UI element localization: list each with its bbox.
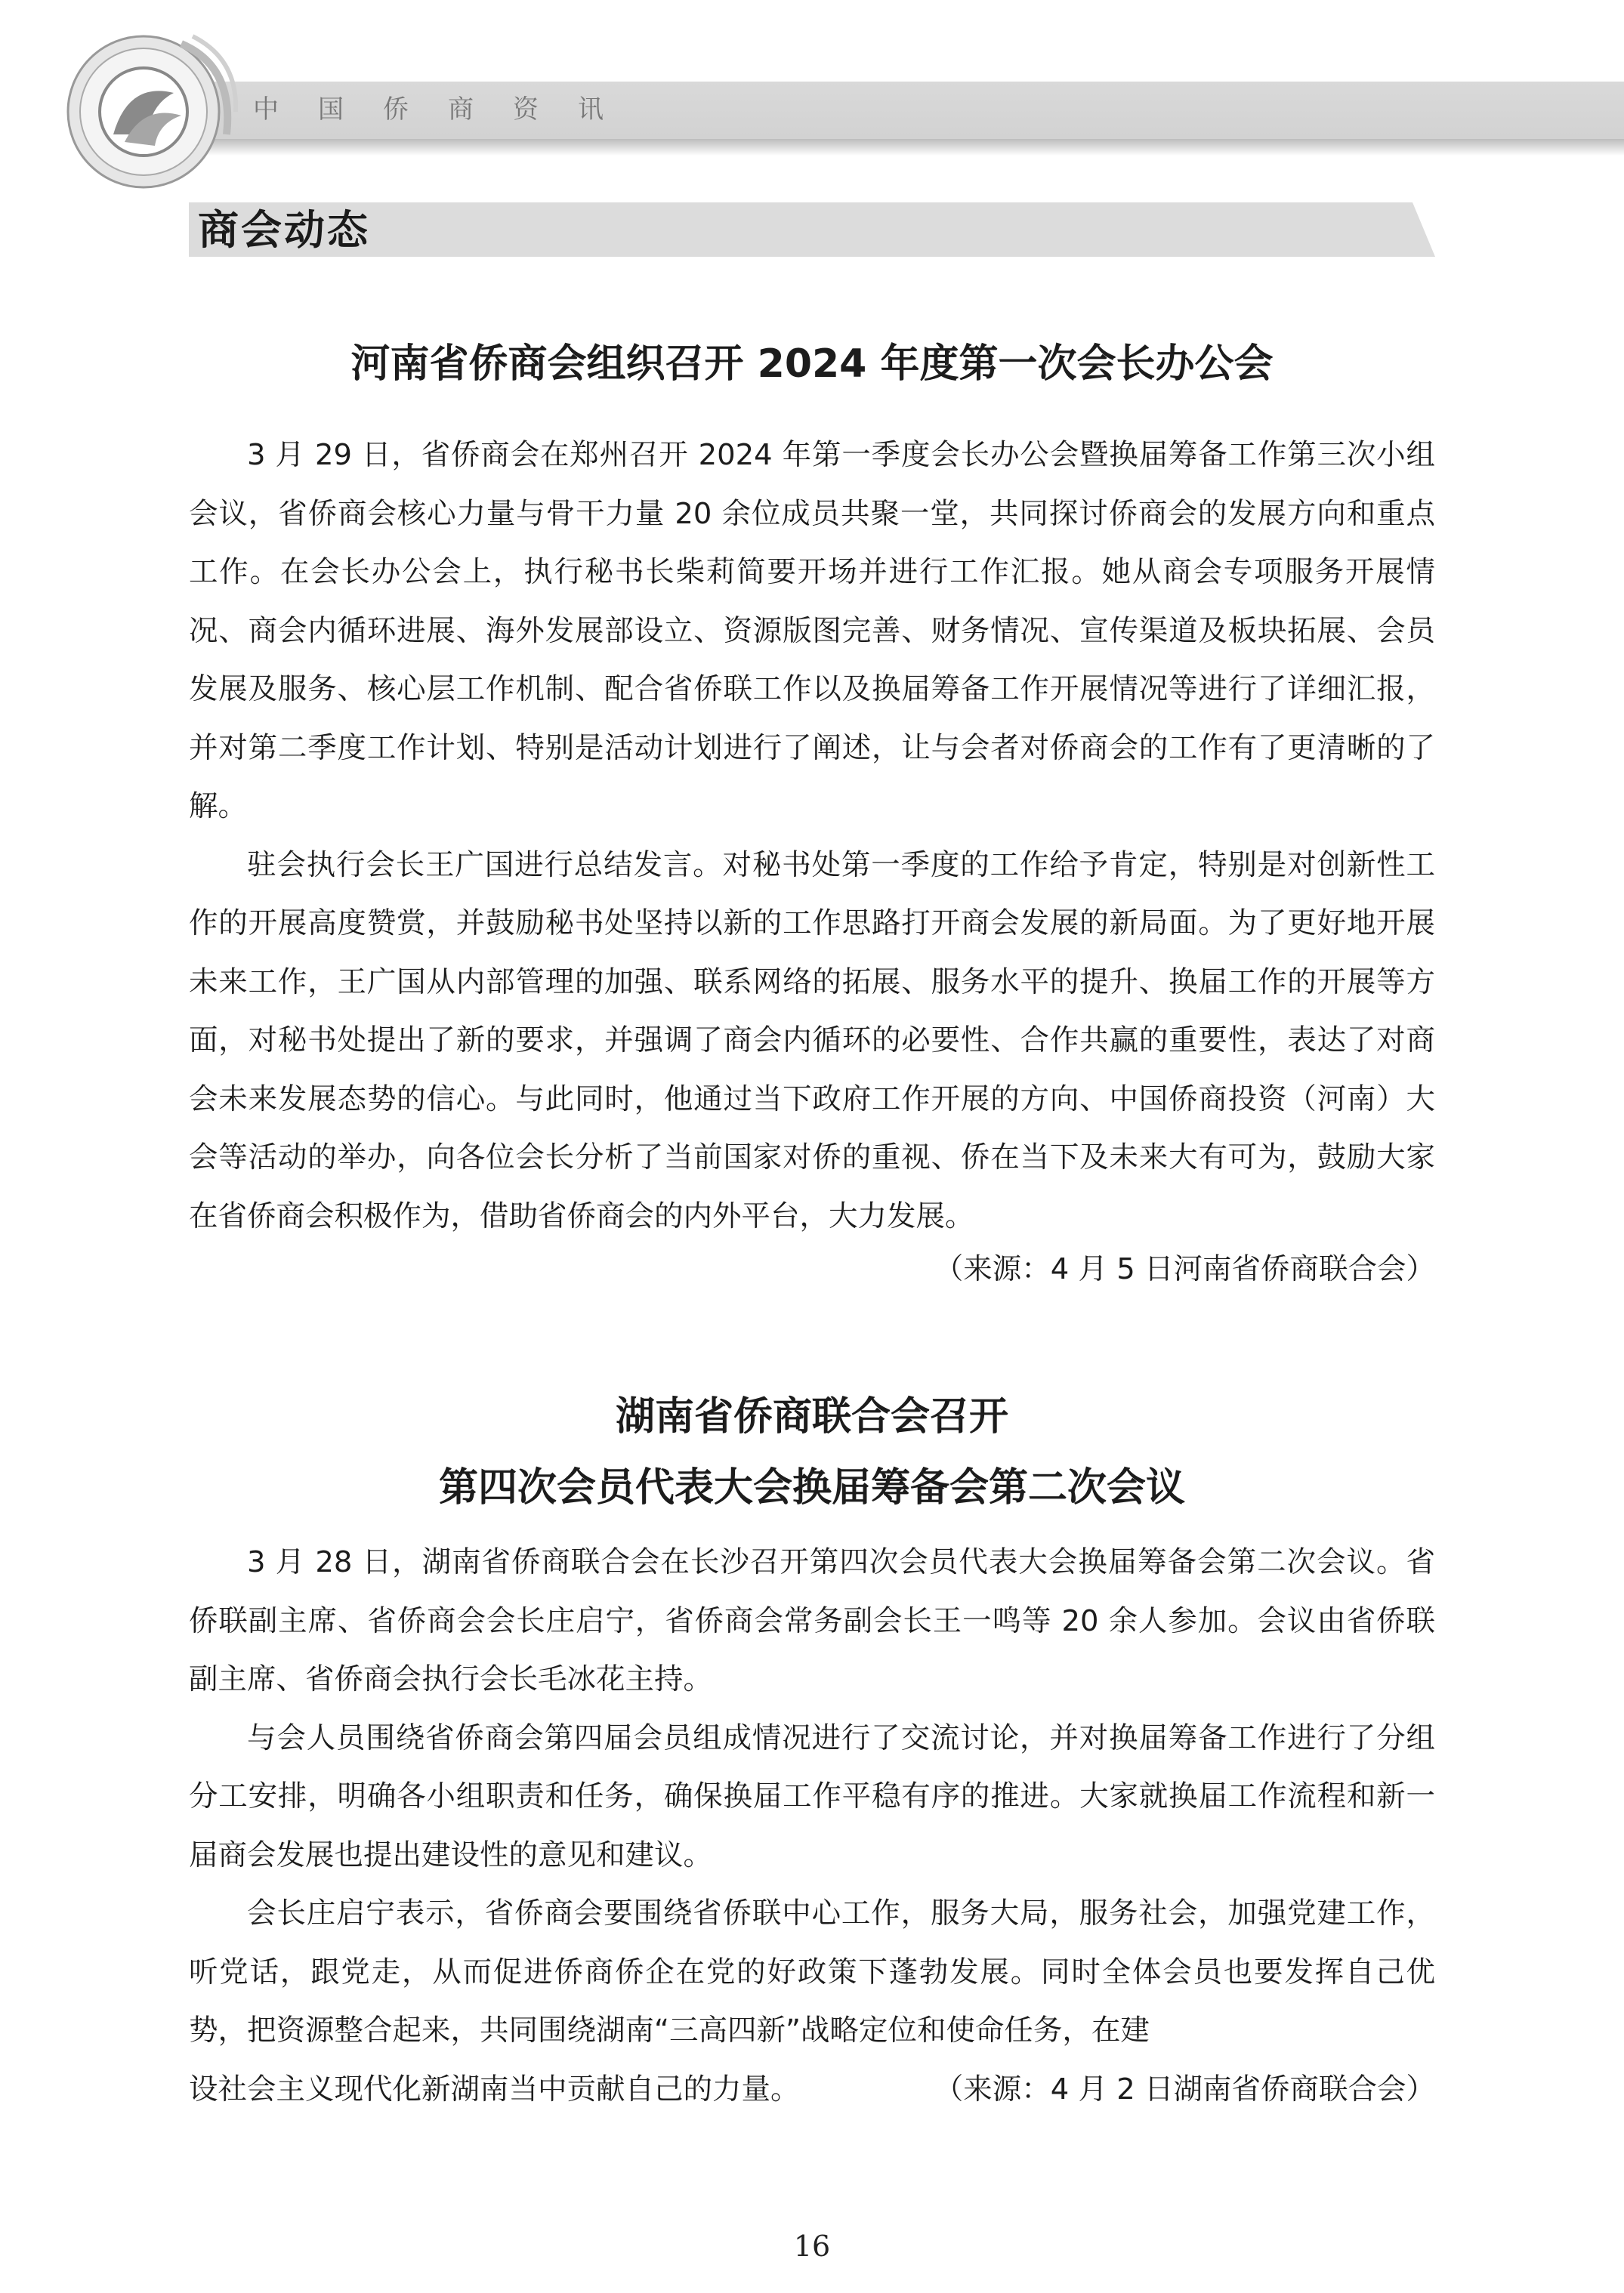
article2-paragraph-3: 会长庄启宁表示，省侨商会要围绕省侨联中心工作，服务大局，服务社会，加强党建工作，听党话，跟党走，从而促进侨商侨企在党的好政策下蓬勃发展。同时全体会员也要发挥自己优势，把资源整合起来，共同围绕湖南“三高四新”战略定位和使命任务，在建 — [189, 1896, 1435, 2048]
article1-source: （来源：4 月 5 日河南省侨商联合会） — [934, 1252, 1435, 1286]
article2-source: （来源：4 月 2 日湖南省侨商联合会） — [934, 2072, 1435, 2106]
article1-paragraph-2: 驻会执行会长王广国进行总结发言。对秘书处第一季度的工作给予肯定，特别是对创新性工作的开展高度赞赏，并鼓励秘书处坚持以新的工作思路打开商会发展的新局面。为了更好地开展未来工作，王广国从内部管理的加强、联系网络的拓展、服务水平的提升、换届工作的开展等方面，对秘书处提出了新的要求，并强调了商会内循环的必要性、合作共赢的重要性，表达了对商会未来发展态势的信心。与此同时，他通过当下政府工作开展的方向、中国侨商投资（河南）大会等活动的举办，向各位会长分析了当前国家对侨的重视、侨在当下及未来大有可为，鼓励大家在省侨商会积极作为，借助省侨商会的内外平台，大力发展。 — [189, 847, 1435, 1233]
masthead: 中国侨商资讯 — [253, 94, 643, 125]
header-shadow — [159, 139, 1624, 156]
article2-last-line — [189, 2060, 1435, 2119]
chamber-logo-icon — [60, 21, 242, 195]
article2-title-line1: 湖南省侨商联合会召开 — [615, 1394, 1008, 1440]
article1-paragraph-1: 3 月 29 日，省侨商会在郑州召开 2024 年第一季度会长办公会暨换届筹备工作第三次小组会议，省侨商会核心力量与骨干力量 20 余位成员共聚一堂，共同探讨侨商会的发展方向和重点工作。在会长办公会上，执行秘书长柴莉简要开场并进行工作汇报。她从商会专项服务开展情况、商会内循环进展、海外发展部设立、资源版图完善、财务情况、宣传渠道及板块拓展、会员发展及服务、核心层工作机制、配合省侨联工作以及换届筹备工作开展情况等进行了详细汇报，并对第二季度工作计划、特别是活动计划进行了阐述，让与会者对侨商会的工作有了更清晰的了解。 — [189, 438, 1435, 823]
article2-title-line2: 第四次会员代表大会换届筹备会第二次会议 — [438, 1465, 1185, 1511]
article2-paragraph-1: 3 月 28 日，湖南省侨商联合会在长沙召开第四次会员代表大会换届筹备会第二次会议。省侨联副主席、省侨商会会长庄启宁，省侨商会常务副会长王一鸣等 20 余人参加。会议由省侨联副主席、省侨商会执行会长毛冰花主持。 — [189, 1545, 1435, 1696]
section-title: 商会动态 — [198, 205, 370, 254]
article1-title: 河南省侨商会组织召开 2024 年度第一次会长办公会 — [350, 341, 1274, 387]
article2-last-line-text: 设社会主义现代化新湖南当中贡献自己的力量。 — [189, 2072, 800, 2106]
article1-body — [189, 426, 1435, 1245]
section-bar — [189, 202, 1435, 257]
article2-body — [189, 1533, 1435, 2119]
article2-paragraph-2: 与会人员围绕省侨商会第四届会员组成情况进行了交流讨论，并对换届筹备工作进行了分组分工安排，明确各小组职责和任务，确保换届工作平稳有序的推进。大家就换届工作流程和新一届商会发展也提出建设性的意见和建议。 — [189, 1721, 1435, 1872]
page-number: 16 — [793, 2230, 831, 2263]
